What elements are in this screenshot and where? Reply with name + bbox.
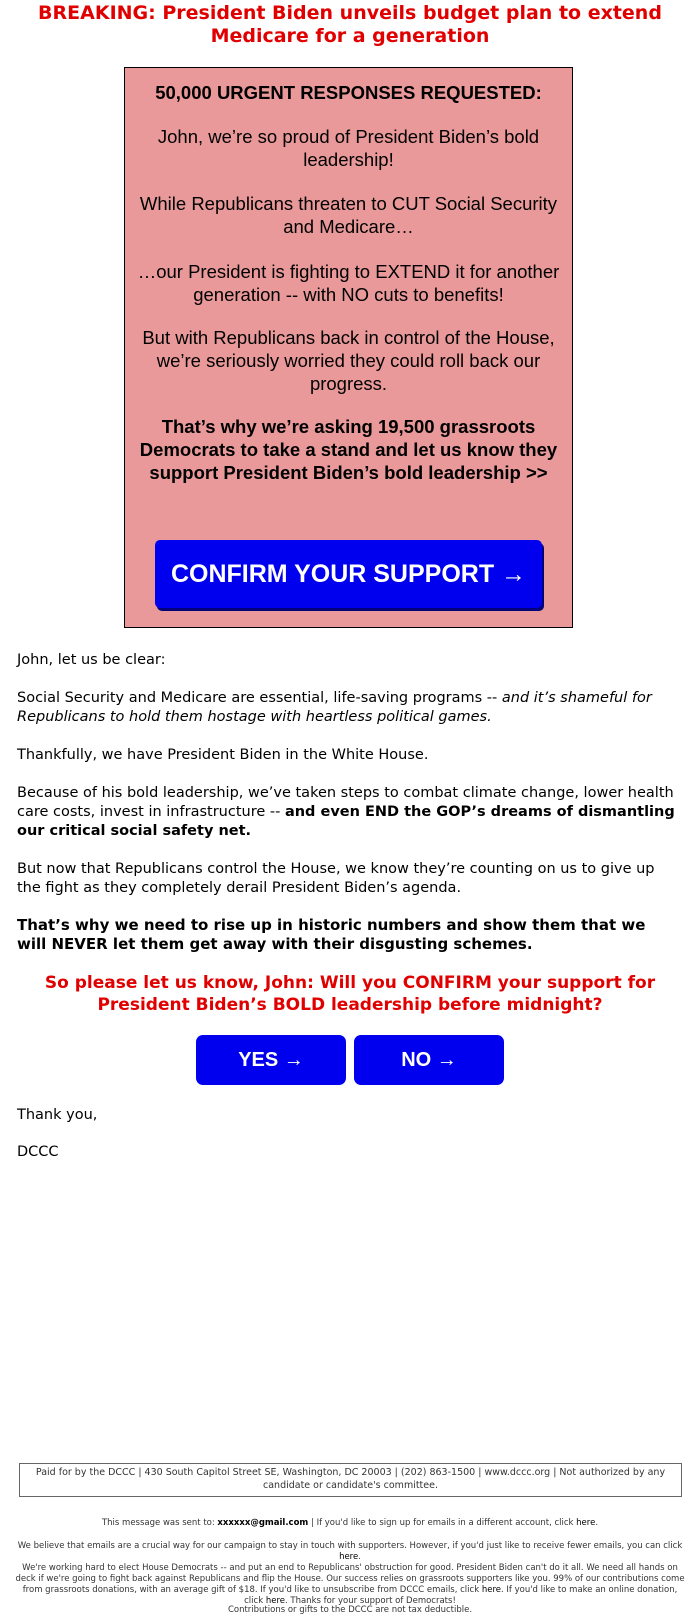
urgent-paragraph-3: …our President is fighting to EXTEND it for another generation -- with NO cuts to benefits!	[137, 261, 560, 305]
urgent-paragraph-1: John, we’re so proud of President Biden’s bold leadership!	[157, 126, 540, 170]
yes-button[interactable]: YES →	[196, 1035, 346, 1085]
signature: DCCC	[17, 1144, 59, 1160]
body-paragraph-4: But now that Republicans control the House, we know they’re counting on us to give up the fight as they completely derail President Biden’s agenda.	[17, 861, 655, 896]
signoff: Thank you,	[17, 1107, 98, 1123]
unsubscribe-here-link[interactable]: here	[481, 1585, 501, 1595]
body-paragraph-5: That’s why we need to rise up in historic numbers and show them that we will NEVER let them get away with their disgusting schemes.	[17, 916, 646, 953]
urgent-paragraph-4: But with Republicans back in control of the House, we’re seriously worried they could roll back our progress.	[142, 327, 555, 394]
fewer-emails-notice	[15, 1541, 685, 1563]
signup-here-link[interactable]: here	[576, 1518, 596, 1528]
body-paragraph-2: Thankfully, we have President Biden in the White House.	[17, 747, 429, 763]
working-text-2: . If you'd like to make an online donation, click	[244, 1585, 678, 1606]
urgent-title: 50,000 URGENT RESPONSES REQUESTED:	[155, 82, 542, 103]
body-paragraph-3	[17, 784, 677, 841]
body-paragraph-1	[17, 689, 677, 727]
paid-for-disclaimer: Paid for by the DCCC | 430 South Capitol Street SE, Washington, DC 20003 | (202) 863-1500 | www.dccc.org | Not authorized by any candidate or candidate's committee.	[19, 1463, 682, 1497]
working-hard-notice	[15, 1563, 685, 1607]
urgent-paragraph-5: That’s why we’re asking 19,500 grassroots Democrats to take a stand and let us know they support President Biden’s bold leadership >>	[139, 416, 558, 483]
body-paragraph-3-bold: and even END the GOP’s dreams of dismantling our critical social safety net.	[17, 804, 675, 839]
sent-to-prefix: This message was sent to:	[101, 1518, 218, 1528]
body-paragraph-1-plain: Social Security and Medicare are essential, life-saving programs --	[17, 690, 502, 706]
urgent-paragraph-2: While Republicans threaten to CUT Social Security and Medicare…	[139, 193, 558, 237]
recipient-email: xxxxxx@gmail.com	[217, 1518, 309, 1528]
headline-line-1: BREAKING: President Biden unveils budget plan to extend	[38, 2, 662, 24]
body-paragraph-3-plain: Because of his bold leadership, we’ve taken steps to combat climate change, lower health care costs, invest in infrastructure --	[17, 785, 674, 820]
sent-to-notice	[15, 1518, 685, 1529]
headline	[20, 2, 680, 48]
donate-here-link[interactable]: here	[265, 1596, 285, 1606]
not-tax-deductible-notice: Contributions or gifts to the DCCC are not tax deductible.	[227, 1605, 473, 1615]
greeting: John, let us be clear:	[17, 652, 166, 668]
sent-to-period: .	[595, 1518, 599, 1528]
fewer-emails-text: We believe that emails are a crucial way for our campaign to stay in touch with supporters. However, if you'd just like to receive fewer emails, you can click	[17, 1541, 683, 1551]
no-button[interactable]: NO →	[354, 1035, 504, 1085]
headline-line-2: Medicare for a generation	[210, 25, 490, 47]
fewer-emails-here-link[interactable]: here	[339, 1552, 359, 1562]
body-paragraph-1-italic: and it’s shameful for Republicans to hold them hostage with heartless political games.	[17, 690, 652, 725]
sent-to-suffix: | If you'd like to sign up for emails in a different account, click	[308, 1518, 577, 1528]
urgent-response-box	[124, 67, 573, 628]
fewer-emails-period: .	[358, 1552, 361, 1562]
working-text-1: We're working hard to elect House Democrats -- and put an end to Republicans' obstruction for good. President Biden can't do it all. We need all hands on deck if we're going to fight back against Republicans and flip the House. Our success relies on grassroots supporters like you. 99% of our contributions come from grassroots donations, with an average gift of $18. If you'd like to unsubscribe from DCCC emails, click	[15, 1563, 685, 1595]
confirm-support-button[interactable]: CONFIRM YOUR SUPPORT →	[155, 540, 542, 608]
working-text-3: . Thanks for your support of Democrats!	[284, 1596, 456, 1606]
confirm-question: So please let us know, John: Will you CONFIRM your support for President Biden’s BOLD leadership before midnight?	[44, 973, 656, 1015]
